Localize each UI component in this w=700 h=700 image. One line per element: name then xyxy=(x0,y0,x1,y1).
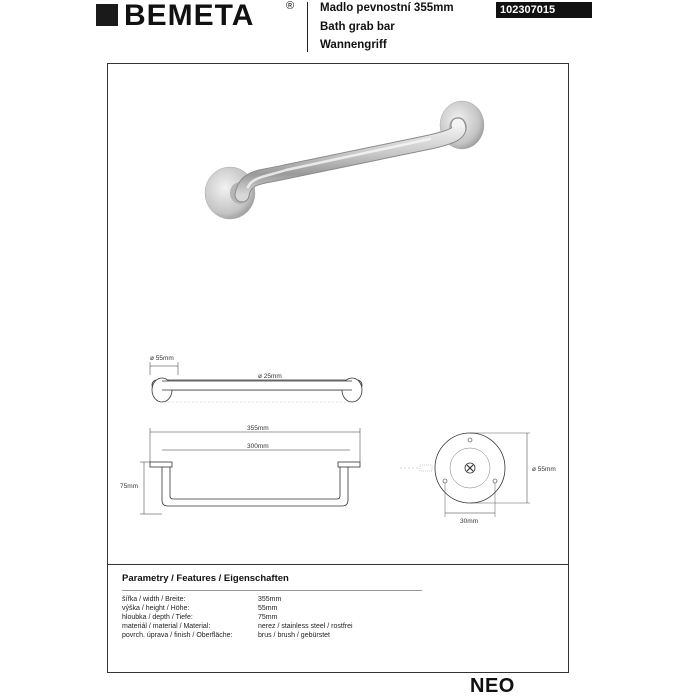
spec-value: 355mm xyxy=(258,596,282,603)
spec-label: povrch. úprava / finish / Oberfläche: xyxy=(122,632,233,639)
title-german: Wannengriff xyxy=(320,39,387,51)
product-line-name: NEO xyxy=(470,675,515,697)
product-code-badge: 102307015 xyxy=(496,2,592,18)
tube-dia-label: ø 25mm xyxy=(258,373,282,380)
spec-label: výška / height / Höhe: xyxy=(122,605,190,612)
features-title: Parametry / Features / Eigenschaften xyxy=(122,573,289,584)
features-divider xyxy=(107,564,569,565)
spec-label: šířka / width / Breite: xyxy=(122,596,186,603)
rosette-dia-label: ø 55mm xyxy=(150,355,174,362)
spec-label: hloubka / depth / Tiefe: xyxy=(122,614,193,621)
brand-logo-text: BEMETA xyxy=(124,0,255,32)
title-czech: Madlo pevnostní 355mm xyxy=(320,2,454,14)
brand-logo-square xyxy=(96,4,118,26)
header-separator xyxy=(307,2,308,52)
registered-mark: ® xyxy=(286,0,295,12)
spec-value: 75mm xyxy=(258,614,278,621)
height-dim-label: 75mm xyxy=(120,483,139,490)
spec-value: nerez / stainless steel / rostfrei xyxy=(258,623,353,630)
inner-dim-label: 300mm xyxy=(247,443,269,450)
title-english: Bath grab bar xyxy=(320,21,395,33)
features-underline xyxy=(122,590,422,591)
top-view-labels xyxy=(140,350,380,410)
side-view-labels xyxy=(395,425,570,530)
width-dim-label: 355mm xyxy=(247,425,269,432)
product-photo xyxy=(190,95,490,235)
hole-spacing-label: 30mm xyxy=(460,518,479,525)
spec-label: materiál / material / Material: xyxy=(122,623,211,630)
spec-value: 55mm xyxy=(258,605,278,612)
side-dia-label: ø 55mm xyxy=(532,466,556,473)
spec-value: brus / brush / gebürstet xyxy=(258,632,330,639)
front-view-labels xyxy=(110,422,380,522)
